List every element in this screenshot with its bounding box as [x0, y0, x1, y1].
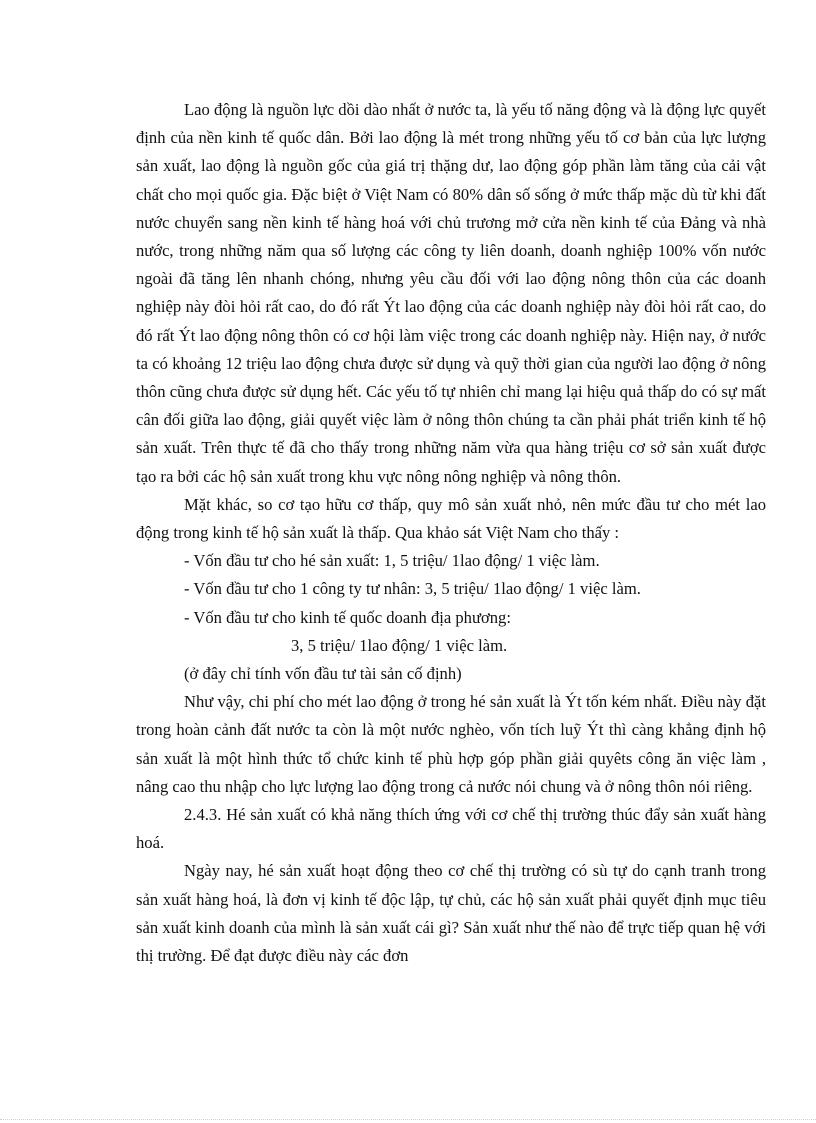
- paragraph-investment-intro: Mặt khác, so cơ tạo hữu cơ thấp, quy mô sản xuất nhỏ, nên mức đầu tư cho mét lao động trong kinh tế hộ sản xuất là thấp. Qua khảo sát Việt Nam cho thấy :: [136, 494, 766, 543]
- section-heading-2-4-3: 2.4.3. Hé sản xuất có khả năng thích ứng với cơ chế thị trường thúc đẩy sản xuất hàng hoá.: [136, 805, 766, 853]
- document-page: [136, 96, 766, 970]
- list-item-state-enterprise-value: 3, 5 triệu/ 1lao động/ 1 việc làm.: [291, 635, 508, 655]
- page-bottom-divider: [0, 1119, 816, 1120]
- paragraph-market-mechanism: Ngày nay, hé sản xuất hoạt động theo cơ chế thị trường có sù tự do cạnh tranh trong sản xuất hàng hoá, là đơn vị kinh tế độc lập, tự chủ, các hộ sản xuất phải quyết định mục tiêu sản xuất kinh doanh của mình là sản xuất cái gì? Sản xuất như thế nào để trực tiếp quan hệ với thị trường. Để đạt được điều này các đơn: [136, 861, 766, 966]
- list-item-household-investment: - Vốn đầu tư cho hé sản xuất: 1, 5 triệu/ 1lao động/ 1 việc làm.: [184, 551, 600, 571]
- list-item-state-enterprise-investment: - Vốn đầu tư cho kinh tế quốc doanh địa phương:: [184, 607, 511, 627]
- paragraph-cost-conclusion: Như vậy, chi phí cho mét lao động ở trong hé sản xuất là Ýt tốn kém nhất. Điều này đặt trong hoàn cảnh đất nước ta còn là một nước nghèo, vốn tích luỹ Ýt thì càng khẳng định hộ sản xuất là một hình thức tổ chức kinh tế phù hợp góp phần giải quyêts công ăn việc làm , nâng cao thu nhập cho lực lượng lao động trong cả nước nói chung và ở nông thôn nói riêng.: [136, 692, 766, 796]
- paragraph-labor-resources: Lao động là nguồn lực dồi dào nhất ở nước ta, là yếu tố năng động và là động lực quyết định của nền kinh tế quốc dân. Bởi lao động là mét trong những yếu tố cơ bản của lực lượng sản xuất, lao động là nguồn gốc của giá trị thặng dư, lao động góp phần làm tăng của cải vật chất cho mọi quốc gia. Đặc biệt ở Việt Nam có 80% dân số sống ở mức thấp mặc dù từ khi đất nước chuyển sang nền kinh tế hàng hoá với chủ trương mở cửa nền kinh tế của Đảng và nhà nước, trong những năm qua số lượng các công ty liên doanh, doanh nghiệp 100% vốn nước ngoài đã tăng lên nhanh chóng, nhưng yêu cầu đối với lao động nông thôn của các doanh nghiệp này đòi hỏi rất cao, do đó rất Ýt lao động của các doanh nghiệp này đòi hỏi rất cao, do đó rất Ýt lao động nông thôn có cơ hội làm việc trong các doanh nghiệp này. Hiện nay, ở nước ta có khoảng 12 triệu lao động chưa được sử dụng và quỹ thời gian của người lao động ở nông thôn cũng chưa được sử dụng hết. Các yếu tố tự nhiên chỉ mang lại hiệu quả thấp do có sự mất cân đối giữa lao động, giải quyết việc làm ở nông thôn chúng ta cần phải phát triển kinh tế hộ sản xuất. Trên thực tế đã cho thấy trong những năm vừa qua hàng triệu cơ sở sản xuất được tạo ra bởi các hộ sản xuất trong khu vực nông nông nghiệp và nông thôn.: [136, 100, 766, 486]
- list-item-private-company-investment: - Vốn đầu tư cho 1 công ty tư nhân: 3, 5 triệu/ 1lao động/ 1 việc làm.: [184, 579, 641, 599]
- fixed-asset-note: (ở đây chỉ tính vốn đầu tư tài sản cố định): [184, 664, 462, 684]
